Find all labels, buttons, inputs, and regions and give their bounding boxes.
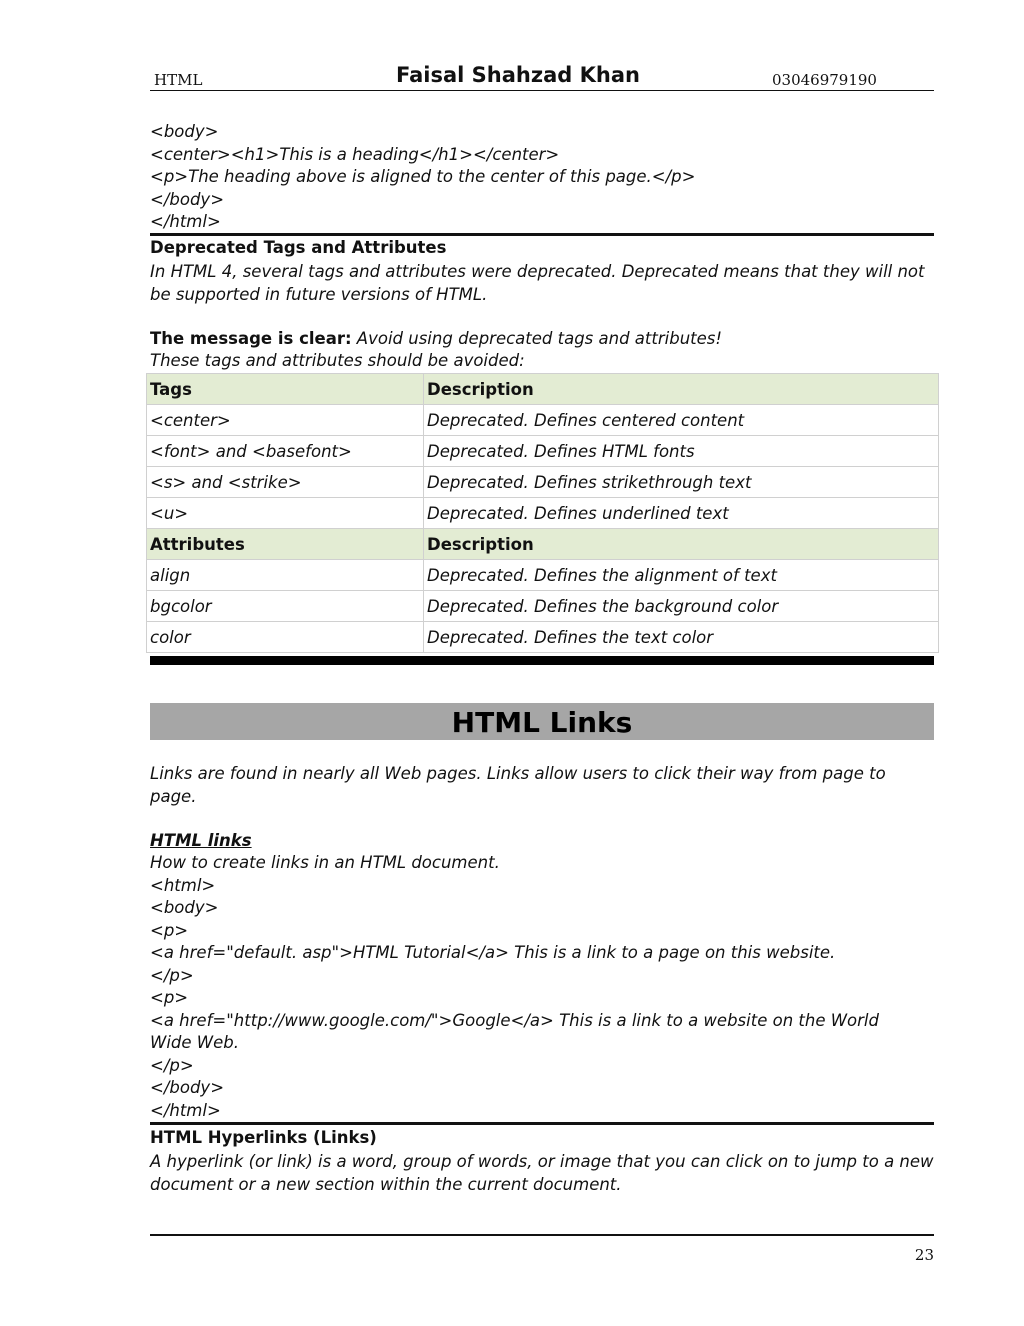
section-banner: HTML Links	[150, 703, 934, 740]
hyperlinks-text: A hyperlink (or link) is a word, group of words, or image that you can click on to jump to a new document or a new section within the current document.	[150, 1152, 934, 1194]
page-header	[150, 60, 934, 91]
code-line: <center><h1>This is a heading</h1></center>	[150, 144, 560, 164]
header-subject: HTML	[154, 71, 203, 89]
message-line	[150, 328, 722, 350]
code-line: <p>	[150, 988, 189, 1007]
table-header-cell: Attributes	[147, 529, 424, 560]
code-line: <html>	[150, 875, 216, 895]
code-line: How to create links in an HTML document.	[150, 853, 500, 872]
section-divider	[150, 656, 934, 665]
table-cell: Deprecated. Defines the background color	[424, 591, 939, 622]
table-row	[147, 467, 939, 498]
table-header-row	[147, 374, 939, 405]
section-divider	[150, 1122, 934, 1125]
code-line: </html>	[150, 1100, 221, 1120]
code-line: <p>	[150, 920, 189, 940]
page-number: 23	[914, 1246, 934, 1264]
code-block-links-example	[150, 852, 934, 1122]
links-subtitle: HTML links	[150, 831, 252, 850]
code-line: <body>	[150, 122, 219, 141]
header-phone: 03046979190	[772, 71, 877, 89]
table-header-cell: Description	[424, 374, 939, 405]
table-cell: align	[147, 560, 424, 591]
section-divider	[150, 233, 934, 236]
table-row	[147, 560, 939, 591]
table-cell: <u>	[147, 498, 424, 529]
message-text: Avoid using deprecated tags and attributes!	[351, 329, 722, 348]
code-line: </body>	[150, 189, 225, 209]
table-header-cell: Description	[424, 529, 939, 560]
table-header-cell: Tags	[147, 374, 424, 405]
code-line: </p>	[150, 965, 194, 985]
table-row	[147, 436, 939, 467]
code-line: </body>	[150, 1078, 225, 1097]
table-cell: Deprecated. Defines centered content	[424, 405, 939, 436]
table-cell: <center>	[147, 405, 424, 436]
deprecated-intro: In HTML 4, several tags and attributes were deprecated. Deprecated means that they will not be supported in future versions of HTML.	[150, 262, 925, 304]
table-cell: <font> and <basefont>	[147, 436, 424, 467]
avoid-line: These tags and attributes should be avoided:	[150, 351, 525, 370]
code-block-center-example	[150, 121, 934, 234]
links-intro: Links are found in nearly all Web pages. Links allow users to click their way from page to page.	[150, 764, 886, 806]
code-line: Wide Web.	[150, 1033, 239, 1052]
table-cell: <s> and <strike>	[147, 467, 424, 498]
hyperlinks-title: HTML Hyperlinks (Links)	[150, 1128, 377, 1147]
table-cell: Deprecated. Defines strikethrough text	[424, 467, 939, 498]
code-line: </html>	[150, 212, 221, 231]
code-line: <p>The heading above is aligned to the center of this page.</p>	[150, 167, 696, 186]
table-row	[147, 622, 939, 653]
code-line: <a href="default. asp">HTML Tutorial</a> This is a link to a page on this website.	[150, 943, 836, 962]
code-line: </p>	[150, 1055, 194, 1075]
deprecated-title: Deprecated Tags and Attributes	[150, 238, 447, 257]
code-line: <a href="http://www.google.com/">Google</a> This is a link to a website on the World	[150, 1010, 879, 1030]
table-row	[147, 591, 939, 622]
deprecated-table	[146, 373, 939, 653]
table-header-row	[147, 529, 939, 560]
header-author: Faisal Shahzad Khan	[396, 63, 640, 87]
table-cell: Deprecated. Defines the alignment of text	[424, 560, 939, 591]
code-line: <body>	[150, 898, 219, 917]
table-cell: Deprecated. Defines HTML fonts	[424, 436, 939, 467]
table-cell: color	[147, 622, 424, 653]
table-row	[147, 498, 939, 529]
message-bold: The message is clear:	[150, 329, 352, 348]
footer-divider	[150, 1234, 934, 1236]
table-cell: Deprecated. Defines the text color	[424, 622, 939, 653]
table-row	[147, 405, 939, 436]
table-cell: bgcolor	[147, 591, 424, 622]
table-cell: Deprecated. Defines underlined text	[424, 498, 939, 529]
